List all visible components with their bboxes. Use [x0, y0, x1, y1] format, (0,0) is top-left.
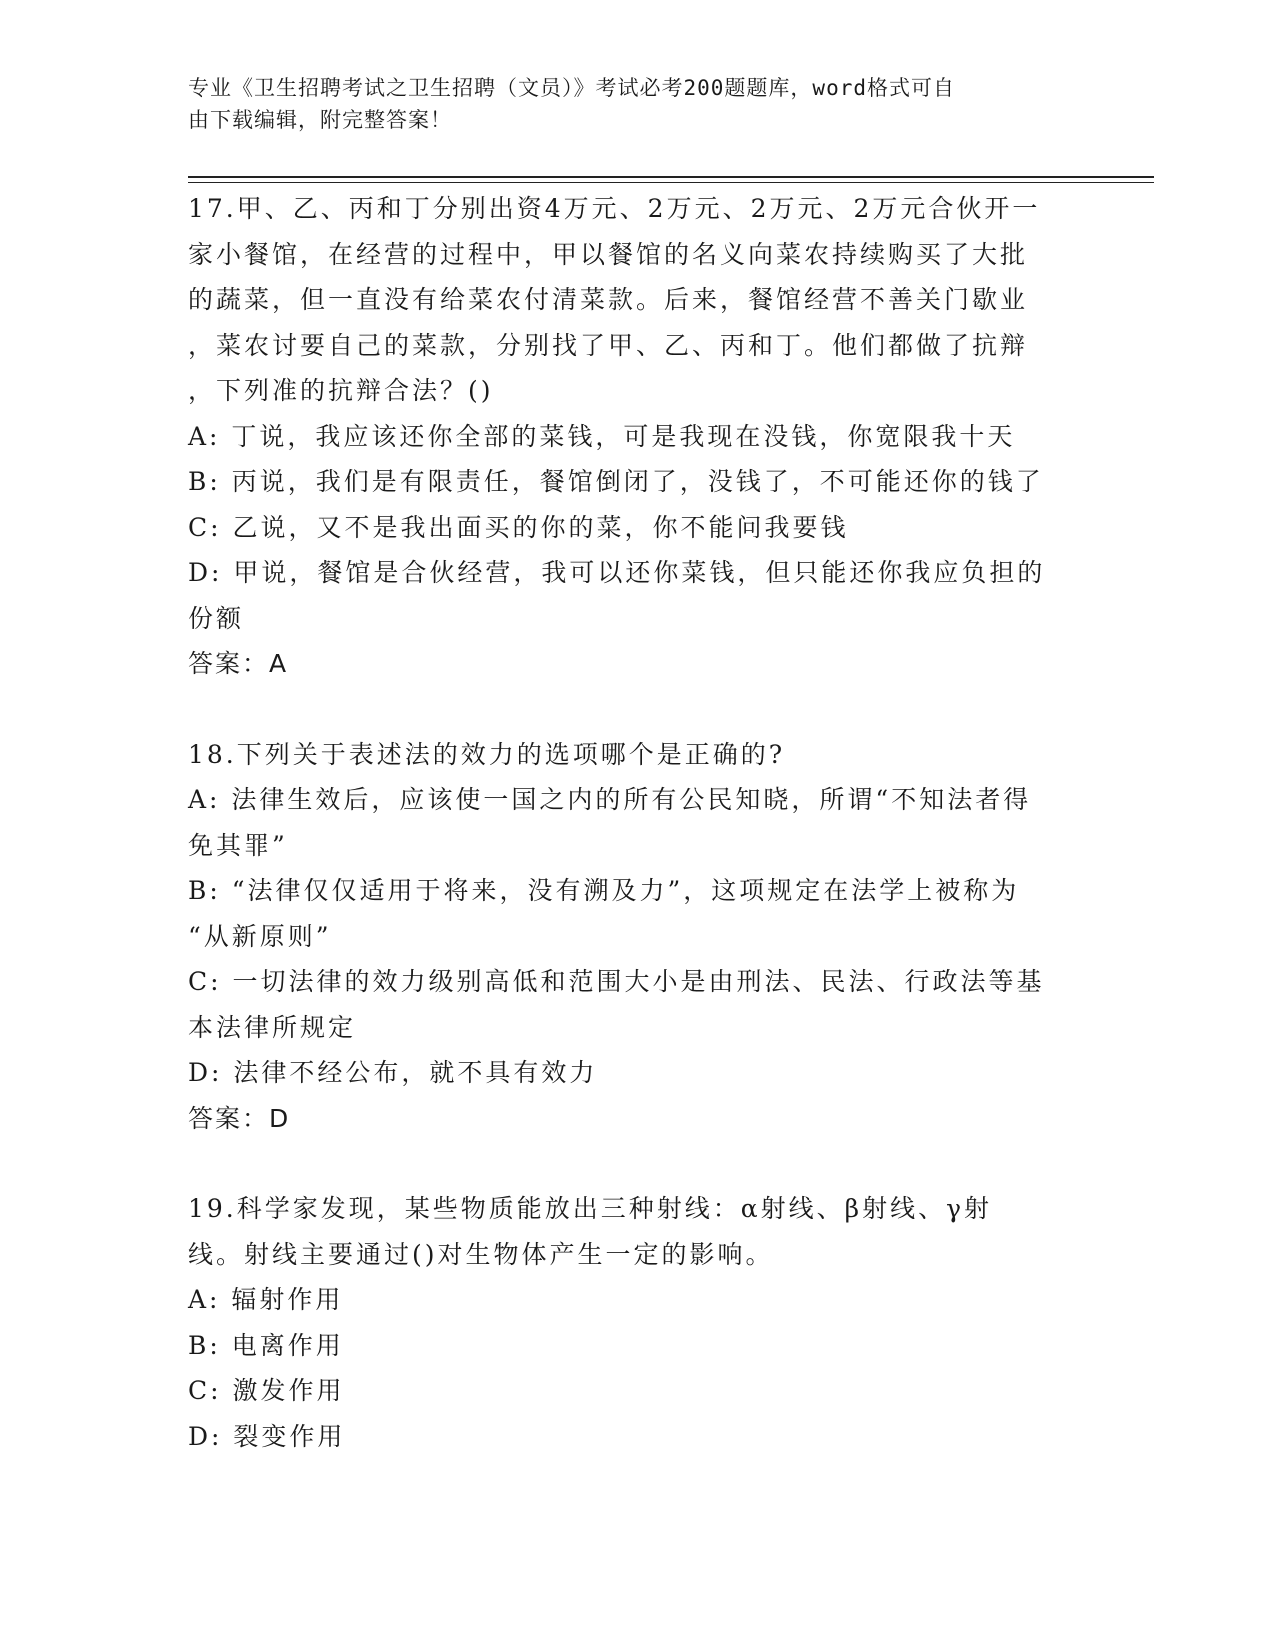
option-c-continued: 本法律所规定: [188, 1012, 357, 1042]
option-b: B: “法律仅仅适用于将来，没有溯及力”，这项规定在法学上被称为: [188, 876, 1020, 905]
question-text-line: 18.下列关于表述法的效力的选项哪个是正确的?: [188, 739, 786, 769]
option-d: D: 法律不经公布，就不具有效力: [188, 1058, 598, 1087]
option-d: D: 甲说，餐馆是合伙经营，我可以还你菜钱，但只能还你我应负担的: [188, 558, 1046, 587]
question-text-line: 线。射线主要通过()对生物体产生一定的影响。: [188, 1239, 774, 1269]
question-text-line: 17.甲、乙、丙和丁分别出资4万元、2万元、2万元、2万元合伙开一: [188, 194, 1041, 223]
option-a: A: 法律生效后，应该使一国之内的所有公民知晓，所谓“不知法者得: [188, 785, 1032, 814]
question-18: [188, 732, 1088, 1142]
question-text-line: 19.科学家发现，某些物质能放出三种射线：α射线、β射线、γ射: [188, 1194, 993, 1223]
question-text-line: ，下列准的抗辩合法？(): [188, 376, 494, 405]
question-text-line: 家小餐馆，在经营的过程中，甲以餐馆的名义向菜农持续购买了大批: [188, 239, 1029, 269]
answer-label: 答案：A: [188, 649, 289, 678]
question-19: [188, 1186, 1088, 1459]
option-b: B: 丙说，我们是有限责任，餐馆倒闭了，没钱了，不可能还你的钱了: [188, 467, 1044, 496]
question-17: [188, 186, 1088, 687]
option-d: D: 裂变作用: [188, 1421, 346, 1451]
option-b: B: 电离作用: [188, 1330, 344, 1360]
option-c: C: 乙说，又不是我出面买的你的菜，你不能问我要钱: [188, 512, 849, 542]
answer-label: 答案：D: [188, 1103, 291, 1133]
option-a: A: 丁说，我应该还你全部的菜钱，可是我现在没钱，你宽限我十天: [188, 421, 1016, 451]
document-header: [188, 72, 1068, 136]
option-d-continued: 份额: [188, 603, 245, 633]
header-line-1: 专业《卫生招聘考试之卫生招聘（文员）》考试必考200题题库，word格式可自: [188, 76, 955, 100]
option-c: C: 激发作用: [188, 1376, 345, 1405]
header-line-2: 由下载编辑，附完整答案！: [188, 108, 452, 132]
question-text-line: 的蔬菜，但一直没有给菜农付清菜款。后来，餐馆经营不善关门歇业: [188, 285, 1029, 314]
question-spacer: [188, 687, 1088, 732]
option-c: C: 一切法律的效力级别高低和范围大小是由刑法、民法、行政法等基: [188, 967, 1045, 996]
question-spacer: [188, 1141, 1088, 1186]
option-a-continued: 免其罪”: [188, 830, 288, 860]
questions-list: [188, 186, 1088, 1459]
option-b-continued: “从新原则”: [188, 921, 332, 951]
header-divider-thick: [188, 176, 1154, 178]
question-text-line: ，菜农讨要自己的菜款，分别找了甲、乙、丙和丁。他们都做了抗辩: [188, 330, 1029, 360]
option-a: A: 辐射作用: [188, 1285, 344, 1314]
header-divider-thin: [188, 182, 1154, 183]
